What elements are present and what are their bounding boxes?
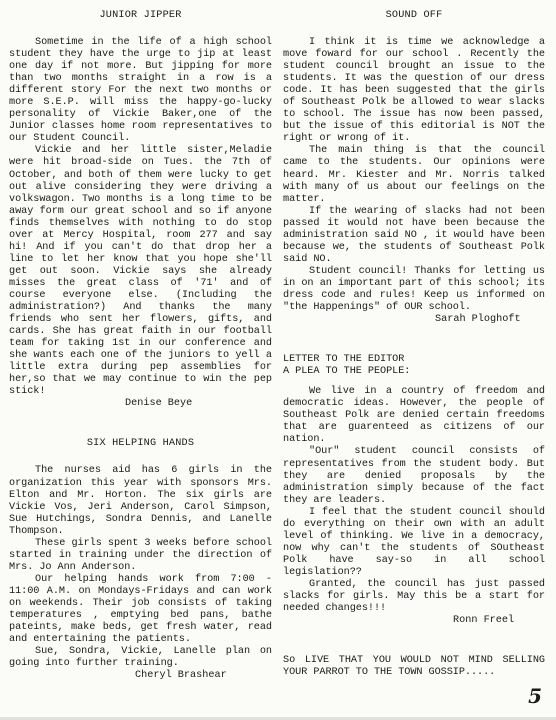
six-helping-hands-title: SIX HELPING HANDS	[86, 438, 195, 450]
sound-off-paragraph: Student council! Thanks for letting us in on an important part of this school; its dress code and rules! Keep us informed on "the Happenings" of OUR school.	[283, 265, 545, 314]
junior-jipper-paragraph: Sometime in the life of a high school student they have the urge to jip at least one day if not more. But jipping for more than two months straight in a row is a different story For the next two months or more S.E.P. will miss the happy-go-lucky personality of Vickie Baker,one of the Junior classes home room representatives to our Student Council.	[9, 37, 272, 145]
helping-hands-paragraph: These girls spent 3 weeks before school started in training under the direction of Mrs. Jo Ann Anderson.	[9, 537, 272, 573]
junior-jipper-title: JUNIOR JIPPER	[99, 10, 182, 21]
letter-paragraph: I feel that the student council should do everything on their own with an adult level of thinking. We live in a democracy, now why can't the students of SOutheast Polk have say-so in all school legislation??	[283, 506, 545, 578]
helping-hands-paragraph: Sue, Sondra, Vickie, Lanelle plan on going into further training.	[9, 646, 272, 670]
sound-off-title: SOUND OFF	[385, 10, 443, 21]
sound-off-signature: Sarah Ploghoft	[435, 314, 521, 326]
left-column	[9, 10, 272, 682]
helping-hands-paragraph: The nurses aid has 6 girls in the organization this year with sponsors Mrs. Elton and Mr. Horton. The six girls are Vickie Vos, Jeri Anderson, Carol Simpson, Sue Hutchings, Sondra Dennis, and Lanelle Thompson.	[9, 465, 272, 537]
letter-heading: LETTER TO THE EDITOR	[283, 354, 405, 366]
helping-hands-paragraph: Our helping hands work from 7:00 - 11:00 A.M. on Mondays-Fridays and can work on weekends. Their job consists of taking temperatures , emptying bed pans, bathe pateints, make beds, get fresh water, read and entertaining the patients.	[9, 573, 272, 646]
closing-gossip-text: So LIVE THAT YOU WOULD NOT MIND SELLING YOUR PARROT TO THE TOWN GOSSIP.....	[283, 655, 545, 679]
junior-jipper-signature: Denise Beye	[125, 398, 193, 410]
sound-off-paragraph: If the wearing of slacks had not been passed it would not have been because the administration said NO , it would have been because we, the students of Southeast Polk said NO.	[283, 205, 545, 265]
letter-signature: Ronn Freel	[453, 615, 515, 627]
junior-jipper-paragraph: Vickie and her little sister,Meladie were hit broad-side on Tues. the 7th of October, and both of them were lucky to get out alive considering they were driving a volkswagon. Two months is a long time to be away form our great school and so if anyone finds themselves with nothing to do stop over at Mercy Hospital, room 277 and say hi! And if you can't do that drop her a line to let her know that you hope she'll get out soon. Vickie says she already misses the great class of '71' and of course everyone else. (Including the administration?) And thanks the many friends who sent her flowers, gifts, and cards. She has great faith in our football team for taking 1st in our conference and she wants each one of the juniors to yell a little extra during pep assemblies for her,so that we may continue to win the pep stick!	[9, 145, 272, 398]
letter-paragraph: Granted, the council has just passed slacks for girls. May this be a start for needed changes!!!	[283, 578, 545, 615]
letter-paragraph: "Our" student council consists of representatives from the student body. But they are denied proposals by the administration simply because of the fact they are leaders.	[283, 446, 545, 506]
page-number: 5	[528, 684, 542, 708]
right-column	[283, 10, 545, 679]
letter-subheading: A PLEA TO THE PEOPLE:	[283, 366, 411, 378]
letter-paragraph: We live in a country of freedom and democratic ideas. However, the people of Southeast Polk are denied certain freedoms that are guarenteed as citizens of our nation.	[283, 386, 545, 446]
helping-hands-signature: Cheryl Brashear	[135, 670, 227, 682]
sound-off-paragraph: I think it is time we acknowledge a move foward for our school . Recently the student council brought an issue to the students. It was the question of our dress code. It has been suggested that the girls of Southeast Polk be allowed to wear slacks to school. The issue has now been passed, but the issue of this editorial is NOT the right or wrong of it.	[283, 37, 545, 145]
sound-off-paragraph: The main thing is that the council came to the students. Our opinions were heard. Mr. Kiester and Mr. Norris talked with many of us about our feelings on the matter.	[283, 145, 545, 205]
